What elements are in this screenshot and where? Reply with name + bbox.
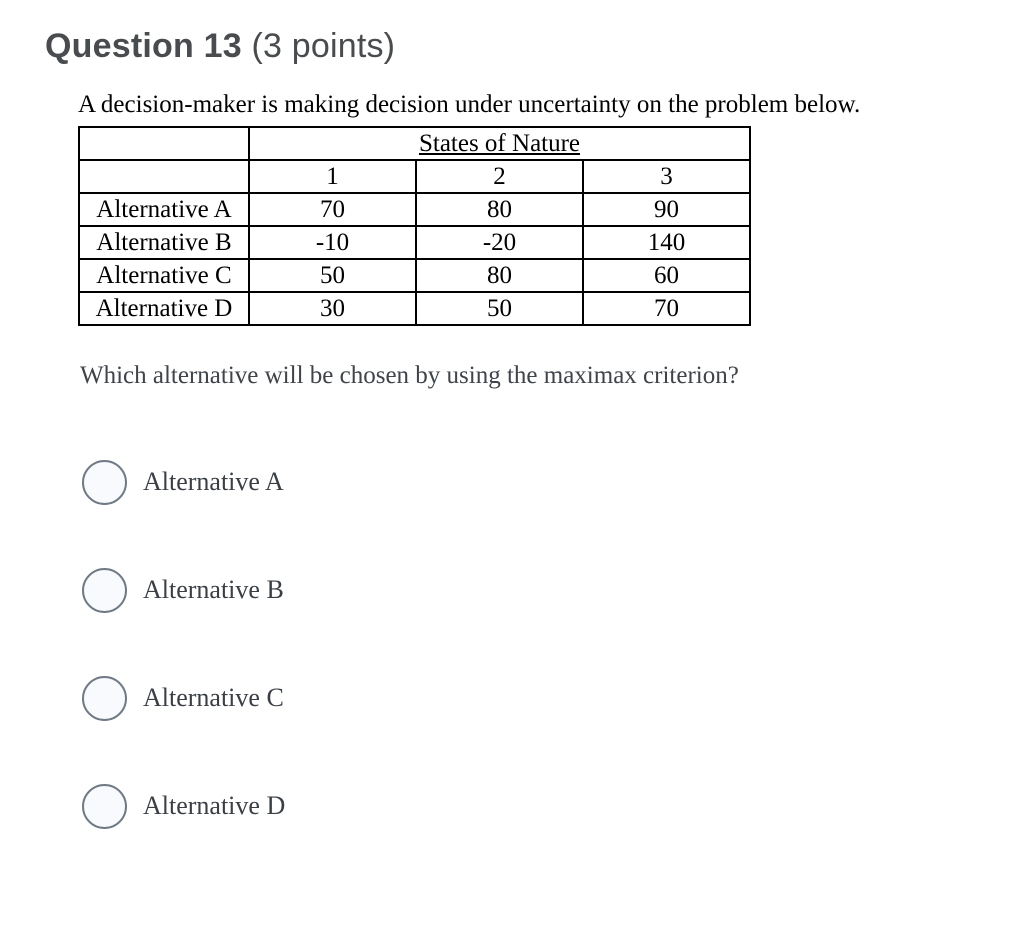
question-number: Question 13 <box>45 27 242 65</box>
payoff-cell: 50 <box>416 292 583 325</box>
row-label-alternative-c: Alternative C <box>79 259 249 292</box>
state-col-1: 1 <box>249 160 416 193</box>
radio-alternative-d[interactable] <box>82 784 127 829</box>
question-prompt-text: Which alternative will be chosen by using the maximax criterion? <box>80 361 739 389</box>
option-label-alternative-b[interactable]: Alternative B <box>143 575 284 605</box>
option-alternative-d[interactable] <box>82 784 1008 829</box>
table-row <box>79 193 750 226</box>
option-alternative-a[interactable] <box>82 460 1008 505</box>
payoff-table <box>78 126 751 326</box>
question-title <box>45 27 1024 66</box>
payoff-cell: 70 <box>249 193 416 226</box>
option-label-alternative-d[interactable]: Alternative D <box>143 791 286 821</box>
payoff-cell: 80 <box>416 259 583 292</box>
empty-corner-cell <box>79 127 249 160</box>
payoff-cell: 30 <box>249 292 416 325</box>
option-alternative-b[interactable] <box>82 568 1008 613</box>
empty-cell <box>79 160 249 193</box>
option-label-alternative-a[interactable]: Alternative A <box>143 467 284 497</box>
answer-options <box>82 460 1008 829</box>
payoff-cell: 60 <box>583 259 750 292</box>
payoff-cell: -10 <box>249 226 416 259</box>
table-row-states-header <box>79 127 750 160</box>
row-label-alternative-d: Alternative D <box>79 292 249 325</box>
payoff-cell: 50 <box>249 259 416 292</box>
payoff-cell: -20 <box>416 226 583 259</box>
radio-alternative-c[interactable] <box>82 676 127 721</box>
row-label-alternative-a: Alternative A <box>79 193 249 226</box>
payoff-cell: 90 <box>583 193 750 226</box>
quiz-question-page <box>0 27 1024 931</box>
states-of-nature-header: States of Nature <box>249 127 750 160</box>
question-content <box>78 91 1008 829</box>
table-row-state-numbers <box>79 160 750 193</box>
table-row <box>79 226 750 259</box>
state-col-3: 3 <box>583 160 750 193</box>
table-row <box>79 259 750 292</box>
option-label-alternative-c[interactable]: Alternative C <box>143 683 284 713</box>
row-label-alternative-b: Alternative B <box>79 226 249 259</box>
payoff-cell: 140 <box>583 226 750 259</box>
payoff-cell: 80 <box>416 193 583 226</box>
option-alternative-c[interactable] <box>82 676 1008 721</box>
question-points: (3 points) <box>251 27 396 65</box>
table-row <box>79 292 750 325</box>
payoff-cell: 70 <box>583 292 750 325</box>
radio-alternative-b[interactable] <box>82 568 127 613</box>
radio-alternative-a[interactable] <box>82 460 127 505</box>
state-col-2: 2 <box>416 160 583 193</box>
question-intro-text: A decision-maker is making decision under uncertainty on the problem below. <box>78 91 861 118</box>
